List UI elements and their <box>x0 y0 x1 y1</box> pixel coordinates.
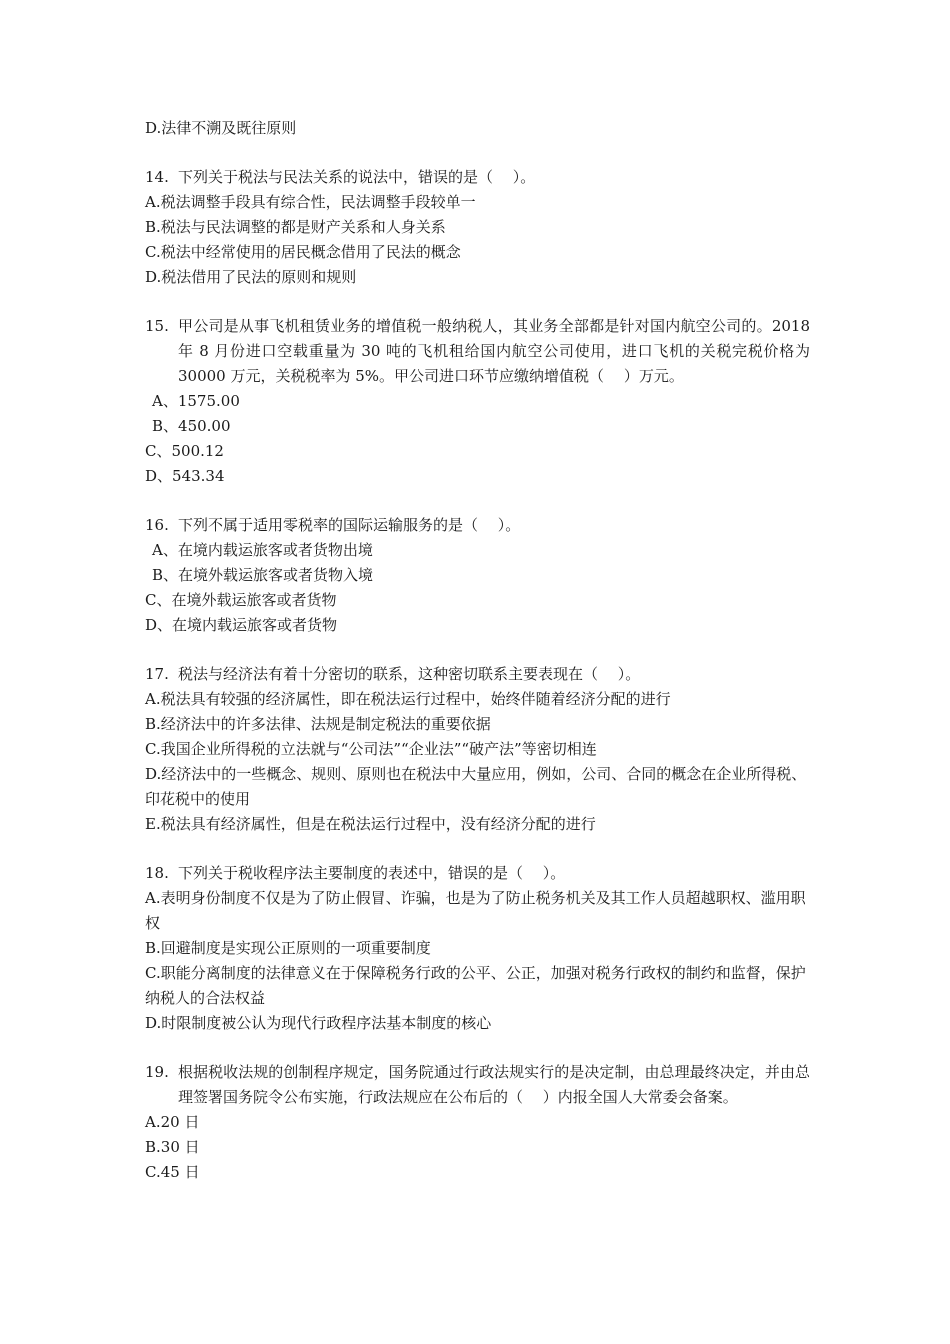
question-number: 15. <box>145 317 169 335</box>
option-d: D.时限制度被公认为现代行政程序法基本制度的核心 <box>145 1014 492 1032</box>
question-17 <box>145 662 810 837</box>
question-15 <box>145 314 810 489</box>
question-number: 14. <box>145 168 169 186</box>
option-a: A.20 日 <box>145 1113 200 1131</box>
question-stem <box>145 861 810 886</box>
option-a: A.税法具有较强的经济属性，即在税法运行过程中，始终伴随着经济分配的进行 <box>145 690 671 708</box>
question-stem <box>145 662 810 687</box>
option-c: C、500.12 <box>145 442 224 460</box>
question-stem <box>145 1060 810 1110</box>
option-c: C.职能分离制度的法律意义在于保障税务行政的公平、公正，加强对税务行政权的制约和监督，保护纳税人的合法权益 <box>145 964 806 1007</box>
question-number: 16. <box>145 516 169 534</box>
option-b: B、450.00 <box>152 417 231 435</box>
question-text: 税法与经济法有着十分密切的联系，这种密切联系主要表现在（ ）。 <box>178 665 641 683</box>
question-text: 根据税收法规的创制程序规定，国务院通过行政法规实行的是决定制，由总理最终决定，并由总理签署国务院令公布实施，行政法规应在公布后的（ ）内报全国人大常委会备案。 <box>178 1063 810 1106</box>
option-b: B.税法与民法调整的都是财产关系和人身关系 <box>145 218 446 236</box>
option-d: D.税法借用了民法的原则和规则 <box>145 268 357 286</box>
option-a: A.税法调整手段具有综合性，民法调整手段较单一 <box>145 193 476 211</box>
question-text: 甲公司是从事飞机租赁业务的增值税一般纳税人，其业务全部都是针对国内航空公司的。2018 年 8 月份进口空载重量为 30 吨的飞机租给国内航空公司使用，进口飞机的关税完税价格为 30000 万元，关税税率为 5%。甲公司进口环节应缴纳增值税（ ）万元。 <box>178 317 810 385</box>
question-stem <box>145 513 810 538</box>
question-text: 下列不属于适用零税率的国际运输服务的是（ ）。 <box>178 516 521 534</box>
question-text: 下列关于税法与民法关系的说法中，错误的是（ ）。 <box>178 168 536 186</box>
document-content <box>145 116 810 1185</box>
option-c: C.45 日 <box>145 1163 200 1181</box>
option-e: E.税法具有经济属性，但是在税法运行过程中，没有经济分配的进行 <box>145 815 596 833</box>
option-b: B、在境外载运旅客或者货物入境 <box>152 566 374 584</box>
option-a: A、在境内载运旅客或者货物出境 <box>152 541 373 559</box>
question-number: 19. <box>145 1063 169 1081</box>
question-16 <box>145 513 810 638</box>
question-number: 17. <box>145 665 169 683</box>
option-d: D、在境内载运旅客或者货物 <box>145 616 338 634</box>
previous-question-option: D.法律不溯及既往原则 <box>145 119 297 137</box>
option-c: C、在境外载运旅客或者货物 <box>145 591 337 609</box>
option-d: D、543.34 <box>145 467 225 485</box>
question-19 <box>145 1060 810 1185</box>
option-a: A、1575.00 <box>152 392 240 410</box>
option-d: D.经济法中的一些概念、规则、原则也在税法中大量应用，例如，公司、合同的概念在企业所得税、印花税中的使用 <box>145 765 807 808</box>
option-c: C.我国企业所得税的立法就与“公司法”“企业法”“破产法”等密切相连 <box>145 740 597 758</box>
option-b: B.30 日 <box>145 1138 200 1156</box>
question-18 <box>145 861 810 1036</box>
question-text: 下列关于税收程序法主要制度的表述中，错误的是（ ）。 <box>178 864 566 882</box>
question-number: 18. <box>145 864 169 882</box>
option-c: C.税法中经常使用的居民概念借用了民法的概念 <box>145 243 461 261</box>
question-stem <box>145 165 810 190</box>
question-14 <box>145 165 810 290</box>
option-b: B.回避制度是实现公正原则的一项重要制度 <box>145 939 431 957</box>
question-stem <box>145 314 810 389</box>
option-a: A.表明身份制度不仅是为了防止假冒、诈骗，也是为了防止税务机关及其工作人员超越职权、滥用职权 <box>145 889 806 932</box>
option-b: B.经济法中的许多法律、法规是制定税法的重要依据 <box>145 715 491 733</box>
